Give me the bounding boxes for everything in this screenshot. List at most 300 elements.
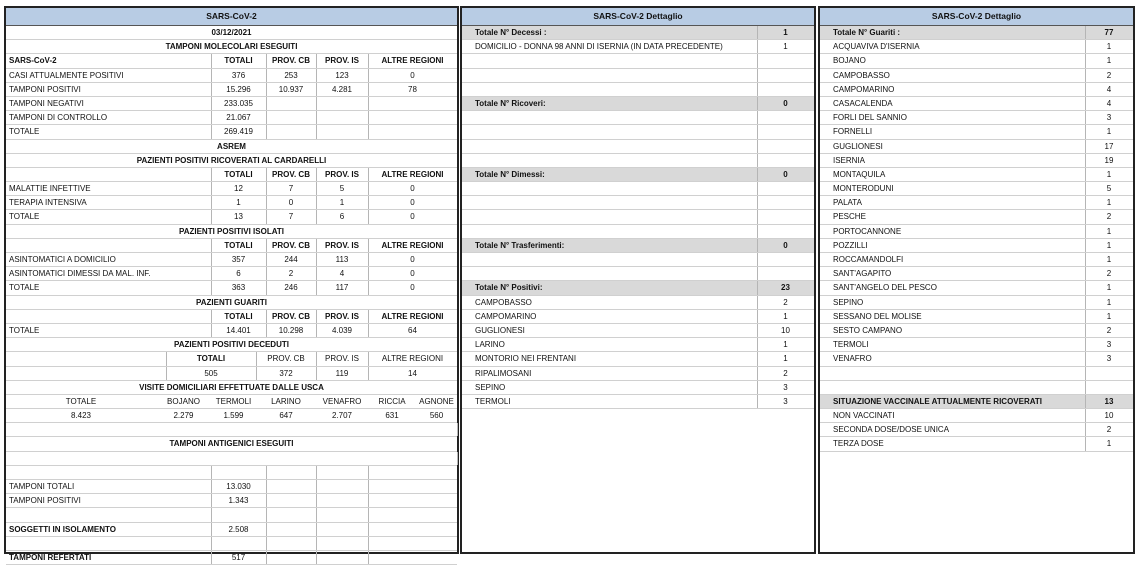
row-value: 647 — [279, 411, 293, 421]
row-value: 2 — [288, 269, 294, 279]
table-row — [6, 69, 457, 83]
column-divider — [211, 267, 212, 280]
row-value: 77 — [1104, 28, 1114, 37]
column-header-row — [6, 310, 457, 324]
row-value: 7 — [288, 212, 294, 222]
row-value: 2 — [1106, 212, 1112, 222]
detail-row — [820, 324, 1133, 338]
row-value: 1 — [1106, 226, 1112, 236]
column-divider — [1085, 154, 1086, 167]
column-divider — [1085, 310, 1086, 323]
column-divider — [757, 125, 758, 138]
column-divider — [1085, 367, 1086, 380]
detail-row — [462, 83, 814, 97]
detail-row — [462, 196, 814, 210]
column-divider — [211, 97, 212, 110]
row-value: 4.039 — [331, 325, 353, 335]
row-label — [833, 367, 1085, 380]
detail-panel-recovered — [818, 6, 1135, 554]
column-header: PROV. CB — [272, 169, 310, 179]
detail-row — [462, 324, 814, 338]
row-value: 1 — [1106, 297, 1112, 307]
row-value — [1085, 367, 1133, 380]
isolation-row — [6, 523, 457, 537]
row-label: PESCHE — [833, 212, 866, 222]
column-divider — [266, 480, 267, 493]
column-divider — [211, 508, 212, 521]
row-value — [266, 111, 316, 124]
column-divider — [211, 551, 212, 564]
row-label: CAMPOBASSO — [833, 70, 890, 80]
row-label: DOMICILIO - DONNA 98 ANNI DI ISERNIA (IN DATA PRECEDENTE) — [475, 42, 723, 52]
row-value — [757, 140, 814, 153]
table-row — [6, 210, 457, 224]
column-divider — [316, 281, 317, 294]
total-row — [462, 97, 814, 111]
column-divider — [1085, 239, 1086, 252]
row-value — [757, 125, 814, 138]
row-label: CASACALENDA — [833, 98, 893, 108]
row-value: 0 — [783, 240, 788, 250]
column-divider — [211, 182, 212, 195]
row-value: 253 — [284, 70, 298, 80]
column-divider — [368, 97, 369, 110]
column-divider — [256, 352, 257, 365]
column-divider — [266, 125, 267, 138]
row-label: SANT'AGAPITO — [833, 269, 892, 279]
detail-row — [820, 423, 1133, 437]
row-label: TERMOLI — [475, 396, 511, 406]
column-divider — [757, 196, 758, 209]
column-divider — [211, 480, 212, 493]
column-divider — [757, 69, 758, 82]
row-label: ISERNIA — [833, 155, 866, 165]
column-divider — [316, 466, 317, 479]
section-title-text: VISITE DOMICILIARI EFFETTUATE DALLE USCA — [139, 382, 324, 392]
row-label: TOTALE — [9, 127, 40, 137]
column-divider — [211, 253, 212, 266]
column-divider — [211, 168, 212, 181]
column-divider — [316, 196, 317, 209]
table-row — [6, 97, 457, 111]
row-value: 246 — [284, 283, 298, 293]
table-row — [6, 83, 457, 97]
column-divider — [457, 423, 458, 436]
column-header: TOTALI — [224, 240, 253, 250]
column-header: RICCIA — [378, 396, 406, 406]
row-value — [757, 225, 814, 238]
column-header: TERMOLI — [215, 396, 252, 406]
column-divider — [1085, 26, 1086, 39]
detail-row — [462, 352, 814, 366]
column-divider — [316, 367, 317, 380]
column-divider — [211, 83, 212, 96]
row-value: 119 — [335, 368, 349, 378]
detail-row — [820, 409, 1133, 423]
row-value: 517 — [231, 552, 246, 562]
row-label: SEPINO — [833, 297, 864, 307]
detail-row — [820, 140, 1133, 154]
row-value: 13 — [234, 212, 243, 222]
column-divider — [1085, 352, 1086, 365]
column-header — [9, 239, 211, 252]
row-value: 8.423 — [70, 411, 92, 421]
column-header-row — [6, 395, 457, 409]
row-label: TAMPONI REFERTATI — [9, 552, 92, 562]
column-divider — [266, 182, 267, 195]
row-value: 3 — [1106, 340, 1112, 350]
section-title-text: PAZIENTI POSITIVI ISOLATI — [178, 226, 285, 236]
table-row — [6, 182, 457, 196]
row-value: 1 — [1106, 283, 1112, 293]
row-value: 0 — [410, 212, 415, 222]
row-value: 2 — [1106, 325, 1112, 335]
row-label: ASINTOMATICI DIMESSI DA MAL. INF. — [9, 269, 151, 279]
summary-table — [6, 26, 457, 565]
row-value: 2 — [1106, 70, 1112, 80]
row-value: 1 — [1106, 439, 1112, 449]
column-divider — [166, 367, 167, 380]
column-header: PROV. IS — [325, 240, 359, 250]
section-title — [6, 225, 457, 239]
row-value — [316, 111, 368, 124]
row-value: 5 — [339, 184, 345, 194]
column-header: VENAFRO — [322, 396, 362, 406]
column-header: AGNONE — [419, 396, 454, 406]
row-value — [368, 97, 457, 110]
row-value — [757, 83, 814, 96]
panel-title: SARS-CoV-2 Dettaglio — [462, 8, 814, 26]
column-divider — [211, 111, 212, 124]
row-label: Totale N° Dimessi: — [475, 169, 545, 179]
row-value — [757, 154, 814, 167]
row-value: 3 — [783, 382, 788, 392]
column-divider — [368, 111, 369, 124]
detail-row — [820, 310, 1133, 324]
row-value: 4 — [339, 269, 345, 279]
row-label: SEPINO — [475, 382, 506, 392]
column-divider — [757, 225, 758, 238]
row-label: SITUAZIONE VACCINALE ATTUALMENTE RICOVERATI — [833, 396, 1043, 406]
section-title — [6, 338, 457, 352]
column-header: BOJANO — [167, 396, 200, 406]
row-value: 1 — [783, 354, 788, 364]
section-title-text: ASREM — [217, 141, 246, 151]
column-divider — [316, 508, 317, 521]
total-row — [462, 26, 814, 40]
row-label: MALATTIE INFETTIVE — [9, 184, 91, 194]
column-divider — [266, 54, 267, 67]
column-divider — [266, 111, 267, 124]
column-divider — [1085, 437, 1086, 450]
row-label: FORNELLI — [833, 127, 873, 137]
column-header: ALTRE REGIONI — [381, 354, 444, 364]
row-value: 13.030 — [226, 482, 251, 491]
table-row — [6, 125, 457, 139]
row-value: 1 — [339, 198, 345, 208]
section-title-text: PAZIENTI POSITIVI RICOVERATI AL CARDARELLI — [136, 155, 327, 165]
column-divider — [757, 338, 758, 351]
blank-row — [6, 466, 457, 480]
column-header: TOTALE — [65, 396, 97, 406]
table-row — [6, 267, 457, 281]
row-label — [475, 83, 757, 96]
column-divider — [1085, 381, 1086, 394]
detail-row — [462, 381, 814, 395]
column-divider — [211, 196, 212, 209]
detail-row — [820, 296, 1133, 310]
refertati-row — [6, 551, 457, 565]
row-label: MONTERODUNI — [833, 184, 894, 194]
row-value: 1 — [1106, 311, 1112, 321]
row-label: SESTO CAMPANO — [833, 325, 903, 335]
column-divider — [211, 210, 212, 223]
column-divider — [211, 324, 212, 337]
section-title-text: PAZIENTI GUARITI — [196, 297, 267, 307]
row-label: BOJANO — [833, 56, 866, 66]
row-value: 1.599 — [223, 411, 244, 421]
total-row — [462, 239, 814, 253]
row-value: 2 — [1106, 269, 1112, 279]
column-divider — [266, 69, 267, 82]
column-divider — [368, 239, 369, 252]
column-divider — [1085, 54, 1086, 67]
detail-row — [462, 140, 814, 154]
column-divider — [266, 239, 267, 252]
column-divider — [1085, 423, 1086, 436]
row-label: MONTORIO NEI FRENTANI — [475, 354, 577, 364]
column-header: TOTALI — [224, 311, 253, 321]
row-value: 10.298 — [278, 325, 304, 335]
column-divider — [316, 310, 317, 323]
section-title-text: PAZIENTI POSITIVI DECEDUTI — [174, 340, 289, 350]
column-header: PROV. CB — [267, 354, 305, 364]
row-value — [266, 125, 316, 138]
column-divider — [266, 494, 267, 507]
section-title — [6, 154, 457, 168]
column-header-row — [6, 239, 457, 253]
detail-row — [820, 111, 1133, 125]
row-label: SECONDA DOSE/DOSE UNICA — [833, 425, 950, 435]
row-label: TOTALE — [9, 212, 40, 222]
row-value: 117 — [335, 283, 349, 293]
column-divider — [757, 352, 758, 365]
panel-title: SARS-CoV-2 — [6, 8, 457, 26]
row-value: 0 — [783, 98, 788, 108]
row-label: RIPALIMOSANI — [475, 368, 532, 378]
column-divider — [1085, 40, 1086, 53]
row-value: 6 — [236, 269, 241, 279]
section-title-text: TAMPONI ANTIGENICI ESEGUITI — [169, 439, 294, 449]
detail-row — [820, 281, 1133, 295]
detail-row — [462, 69, 814, 83]
row-value: 631 — [385, 411, 399, 421]
column-divider — [757, 210, 758, 223]
table-row — [6, 253, 457, 267]
column-divider — [757, 310, 758, 323]
row-label: Totale N° Guariti : — [833, 28, 901, 37]
column-divider — [1085, 210, 1086, 223]
row-value: 0 — [410, 70, 415, 80]
detail-row — [820, 338, 1133, 352]
detail-row — [820, 54, 1133, 68]
detail-row — [820, 168, 1133, 182]
row-label: MONTAQUILA — [833, 169, 886, 179]
detail-row — [462, 367, 814, 381]
row-label: TERAPIA INTENSIVA — [9, 198, 87, 208]
column-divider — [266, 523, 267, 536]
column-header-row — [6, 54, 457, 68]
detail-row — [462, 182, 814, 196]
column-header: ALTRE REGIONI — [381, 240, 444, 250]
column-divider — [316, 267, 317, 280]
column-divider — [266, 281, 267, 294]
column-divider — [368, 466, 369, 479]
detail-panel-deaths-positives — [460, 6, 816, 554]
column-header: TOTALI — [224, 169, 253, 179]
row-label — [475, 54, 757, 67]
column-divider — [1085, 111, 1086, 124]
row-value — [368, 111, 457, 124]
column-divider — [316, 97, 317, 110]
detail-row — [820, 83, 1133, 97]
column-divider — [368, 480, 369, 493]
row-value: 78 — [408, 84, 417, 94]
column-divider — [1085, 140, 1086, 153]
column-divider — [368, 508, 369, 521]
row-value — [1085, 381, 1133, 394]
row-value: 0 — [410, 283, 415, 293]
row-value — [757, 182, 814, 195]
row-label: POZZILLI — [833, 240, 868, 250]
column-divider — [316, 239, 317, 252]
column-header: PROV. IS — [325, 56, 359, 66]
table-row — [6, 480, 457, 494]
row-label: TERMOLI — [833, 340, 869, 350]
detail-row — [462, 210, 814, 224]
detail-row — [462, 125, 814, 139]
column-divider — [368, 168, 369, 181]
table-row — [6, 111, 457, 125]
row-label: NON VACCINATI — [833, 411, 895, 421]
column-divider — [266, 210, 267, 223]
column-header — [9, 168, 211, 181]
column-divider — [1085, 338, 1086, 351]
column-divider — [316, 125, 317, 138]
detail-row — [462, 267, 814, 281]
column-header: ALTRE REGIONI — [381, 311, 444, 321]
row-value — [757, 196, 814, 209]
column-divider — [757, 239, 758, 252]
row-value: 17 — [1104, 141, 1114, 151]
detail-row — [820, 182, 1133, 196]
column-divider — [757, 154, 758, 167]
detail-row — [462, 395, 814, 409]
column-divider — [316, 111, 317, 124]
detail-row — [462, 310, 814, 324]
column-divider — [316, 83, 317, 96]
detail-table — [820, 26, 1133, 452]
detail-row — [820, 69, 1133, 83]
row-label: ASINTOMATICI A DOMICILIO — [9, 255, 116, 264]
column-divider — [368, 83, 369, 96]
column-divider — [368, 537, 369, 550]
table-row — [6, 367, 457, 381]
row-value: 64 — [408, 325, 417, 335]
section-title — [6, 296, 457, 310]
column-divider — [211, 54, 212, 67]
column-divider — [368, 54, 369, 67]
row-value — [757, 54, 814, 67]
row-label: TERZA DOSE — [833, 439, 884, 449]
column-divider — [757, 83, 758, 96]
column-header: PROV. IS — [325, 311, 359, 321]
row-value: 5 — [1106, 184, 1112, 194]
column-divider — [368, 551, 369, 564]
detail-row — [820, 239, 1133, 253]
row-value: 1 — [1106, 240, 1112, 250]
column-divider — [266, 324, 267, 337]
row-value: 2.279 — [173, 411, 194, 421]
section-title — [6, 381, 457, 395]
section-title-text: TAMPONI MOLECOLARI ESEGUITI — [165, 42, 298, 52]
column-divider — [1085, 83, 1086, 96]
column-divider — [211, 239, 212, 252]
detail-row — [462, 40, 814, 54]
row-value: 10 — [781, 325, 790, 335]
column-divider — [1085, 395, 1086, 408]
column-divider — [266, 168, 267, 181]
total-row — [462, 168, 814, 182]
section-title-text: 03/12/2021 — [211, 28, 252, 37]
row-label — [475, 69, 757, 82]
detail-row — [462, 296, 814, 310]
column-divider — [368, 523, 369, 536]
row-label — [475, 253, 757, 266]
row-value: 1 — [783, 28, 788, 37]
summary-panel — [4, 6, 459, 562]
row-label: Totale N° Trasferimenti: — [475, 240, 565, 250]
total-row — [462, 281, 814, 295]
row-value: 0 — [288, 198, 294, 208]
row-label: ACQUAVIVA D'ISERNIA — [833, 42, 920, 52]
row-value — [266, 97, 316, 110]
column-divider — [316, 69, 317, 82]
row-value: 3 — [1106, 113, 1112, 123]
row-label: GUGLIONESI — [833, 141, 883, 151]
row-value: 23 — [781, 283, 790, 293]
column-divider — [316, 494, 317, 507]
column-divider — [757, 253, 758, 266]
column-divider — [757, 395, 758, 408]
row-value: 363 — [231, 283, 246, 293]
column-divider — [757, 182, 758, 195]
column-divider — [316, 537, 317, 550]
column-divider — [266, 83, 267, 96]
row-value: 4 — [1106, 98, 1112, 108]
detail-row — [462, 154, 814, 168]
column-header: PROV. CB — [272, 56, 310, 66]
row-value — [757, 69, 814, 82]
row-label: TAMPONI POSITIVI — [9, 84, 81, 94]
row-value: 233.035 — [224, 98, 253, 108]
column-divider — [1085, 253, 1086, 266]
row-label: PALATA — [833, 198, 862, 208]
row-label: PORTOCANNONE — [833, 226, 902, 236]
column-divider — [1085, 281, 1086, 294]
row-value: 3 — [783, 396, 788, 406]
table-row — [6, 494, 457, 508]
